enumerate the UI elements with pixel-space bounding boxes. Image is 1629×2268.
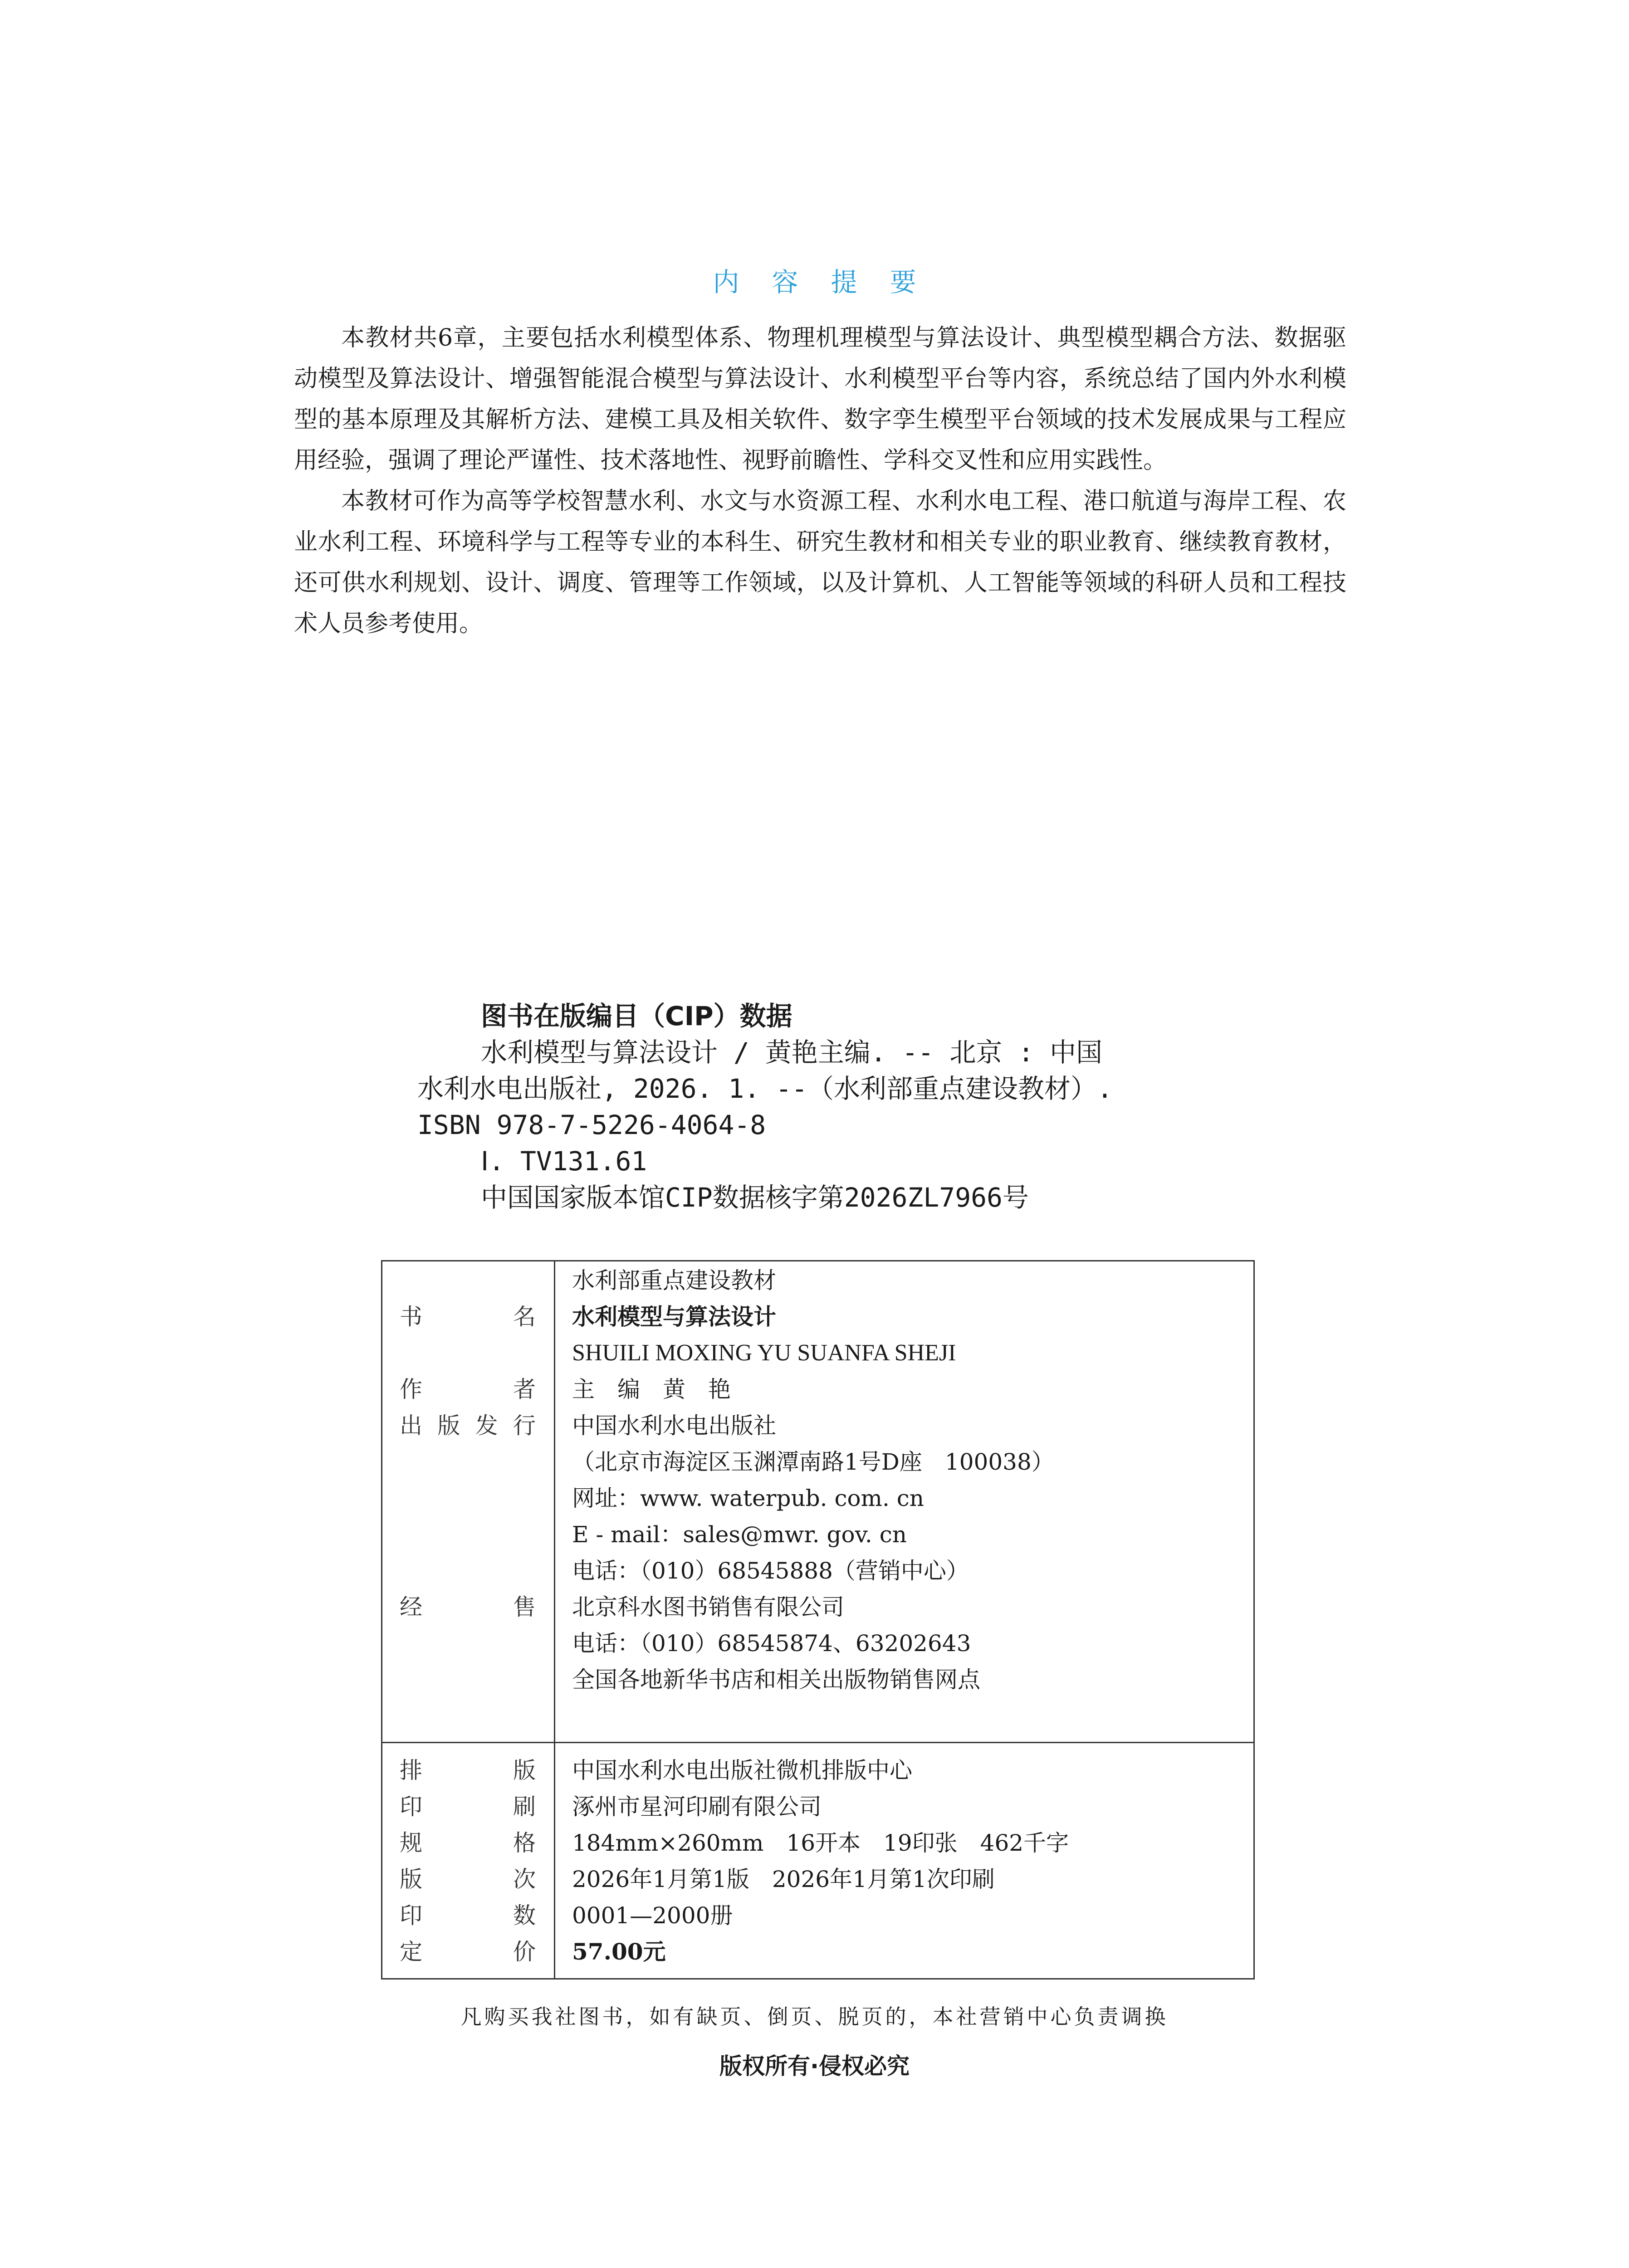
spec-row (382, 1825, 1253, 1861)
edition-row (382, 1861, 1253, 1897)
distributor-outlets-row (382, 1662, 1253, 1698)
book-name-value: 水利模型与算法设计 (572, 1304, 776, 1330)
author-row (382, 1371, 1253, 1408)
distributor-phone: 电话：（010）68545874、63202643 (572, 1630, 971, 1657)
distributor-phone-row (382, 1625, 1253, 1662)
series-value: 水利部重点建设教材 (572, 1267, 776, 1294)
typesetting-label: 排 版 (400, 1757, 536, 1784)
replacement-notice: 凡购买我社图书，如有缺页、倒页、脱页的，本社营销中心负责调换 (460, 2004, 1169, 2029)
publisher-label: 出 版 发 行 (400, 1413, 536, 1439)
publisher-address-row (382, 1444, 1253, 1480)
book-name-row (382, 1299, 1253, 1335)
abstract-paragraph-1: 本教材共6章，主要包括水利模型体系、物理机理模型与算法设计、典型模型耦合方法、数据驱动模型及算法设计、增强智能混合模型与算法设计、水利模型平台等内容，系统总结了国内外水利模型的基本原理及其解析方法、建模工具及相关软件、数字孪生模型平台领域的技术发展成果与工程应用经验，强调了理论严谨性、技术落地性、视野前瞻性、学科交叉性和应用实践性。 (294, 324, 1346, 474)
cip-line-record-number: 中国国家版本馆CIP数据核字第2026ZL7966号 (481, 1182, 1029, 1213)
series-row (382, 1262, 1253, 1299)
typesetting-row (382, 1752, 1253, 1789)
edition-label: 版 次 (400, 1866, 536, 1892)
price-row (382, 1934, 1253, 1970)
cip-line-classification: Ⅰ. TV131.61 (481, 1146, 647, 1177)
publisher-row (382, 1408, 1253, 1444)
printing-row (382, 1789, 1253, 1825)
distributor-value: 北京科水图书销售有限公司 (572, 1594, 844, 1620)
print-run-row (382, 1897, 1253, 1934)
publisher-website: 网址：www. waterpub. com. cn (572, 1485, 924, 1511)
spec-value: 184mm×260mm 16开本 19印张 462千字 (572, 1830, 1069, 1856)
spec-label: 规 格 (400, 1830, 536, 1856)
cip-line-isbn: ISBN 978-7-5226-4064-8 (417, 1110, 766, 1140)
abstract-title: 内 容 提 要 (713, 267, 916, 298)
copyright-notice: 版权所有·侵权必究 (719, 2053, 910, 2079)
price-value: 57.00元 (572, 1938, 666, 1965)
book-info-table (381, 1260, 1255, 1980)
publisher-phone-row (382, 1553, 1253, 1589)
printing-label: 印 刷 (400, 1794, 536, 1820)
cip-line-publisher: 水利水电出版社, 2026. 1. --（水利部重点建设教材）. (417, 1073, 1113, 1104)
printing-value: 涿州市星河印刷有限公司 (572, 1794, 822, 1820)
book-name-pinyin: SHUILI MOXING YU SUANFA SHEJI (572, 1340, 956, 1366)
price-label: 定 价 (400, 1939, 536, 1965)
typesetting-value: 中国水利水电出版社微机排版中心 (572, 1757, 912, 1784)
cip-line-title: 水利模型与算法设计 / 黄艳主编. -- 北京 : 中国 (481, 1037, 1103, 1068)
distribution-label: 经 售 (400, 1594, 536, 1620)
publisher-email: E - mail：sales@mwr. gov. cn (572, 1521, 907, 1548)
abstract-body (294, 318, 1346, 644)
cip-data-block (417, 998, 1279, 1216)
website-row (382, 1480, 1253, 1516)
email-row (382, 1516, 1253, 1553)
distributor-outlets: 全国各地新华书店和相关出版物销售网点 (572, 1667, 980, 1693)
edition-value: 2026年1月第1版 2026年1月第1次印刷 (572, 1866, 995, 1892)
distribution-row (382, 1589, 1253, 1625)
print-run-label: 印 数 (400, 1902, 536, 1929)
publisher-value: 中国水利水电出版社 (572, 1413, 776, 1439)
print-run-value: 0001—2000册 (572, 1902, 733, 1929)
publisher-phone: 电话：（010）68545888（营销中心） (572, 1558, 969, 1584)
book-name-label: 书 名 (400, 1304, 536, 1330)
abstract-paragraph-2: 本教材可作为高等学校智慧水利、水文与水资源工程、水利水电工程、港口航道与海岸工程、农业水利工程、环境科学与工程等专业的本科生、研究生教材和相关专业的职业教育、继续教育教材，还可供水利规划、设计、调度、管理等工作领域，以及计算机、人工智能等领域的科研人员和工程技术人员参考使用。 (294, 488, 1346, 637)
pinyin-row (382, 1335, 1253, 1371)
table-section-divider (382, 1742, 1253, 1743)
publisher-address: （北京市海淀区玉渊潭南路1号D座 100038） (572, 1449, 1054, 1475)
cip-heading: 图书在版编目（CIP）数据 (481, 1001, 792, 1031)
author-label: 作 者 (400, 1376, 536, 1403)
author-value: 主 编 黄 艳 (572, 1376, 731, 1403)
